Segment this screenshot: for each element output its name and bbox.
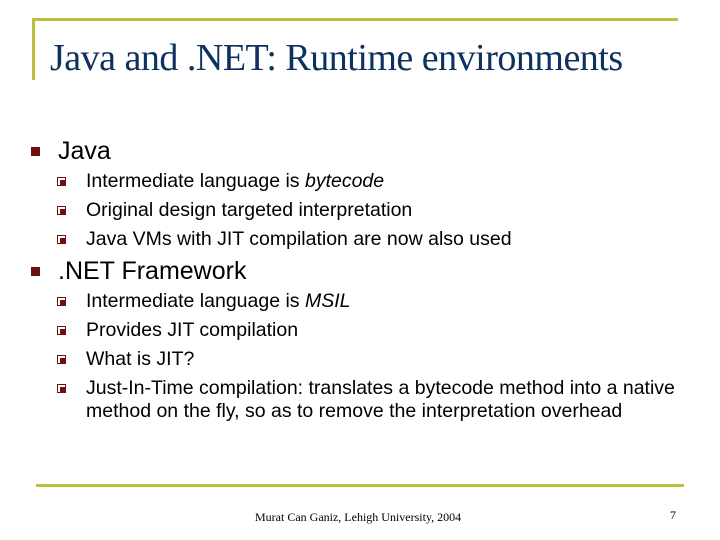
bullet-square-icon [31, 147, 40, 156]
dotnet-item-4: Just-In-Time compilation: translates a bytecode method into a native method on the fly, so as to remove the interpretation overhead [86, 377, 675, 422]
section-heading-java: Java [58, 137, 111, 165]
section-heading-dotnet: .NET Framework [58, 257, 247, 285]
dotnet-item-3: What is JIT? [86, 348, 195, 370]
sub-bullet-icon [57, 235, 66, 244]
sub-bullet-icon [57, 206, 66, 215]
sub-bullet-icon [57, 297, 66, 306]
dotnet-item-1: Intermediate language is MSIL [86, 290, 351, 312]
title-frame-top-rule [34, 18, 678, 21]
sub-bullet-icon [57, 177, 66, 186]
java-item-1: Intermediate language is bytecode [86, 170, 385, 192]
sub-bullet-icon [57, 355, 66, 364]
page-number: 7 [670, 508, 676, 522]
footer-credit: Murat Can Ganiz, Lehigh University, 2004 [255, 510, 462, 524]
java-item-2: Original design targeted interpretation [86, 199, 413, 221]
sub-bullet-icon [57, 384, 66, 393]
dotnet-item-2: Provides JIT compilation [86, 319, 299, 341]
java-item-3: Java VMs with JIT compilation are now also used [86, 228, 512, 250]
title-frame-left-rule [32, 18, 35, 80]
sub-bullet-icon [57, 326, 66, 335]
footer-rule [36, 484, 684, 487]
bullet-square-icon [31, 267, 40, 276]
slide-title: Java and .NET: Runtime environments [50, 37, 623, 79]
